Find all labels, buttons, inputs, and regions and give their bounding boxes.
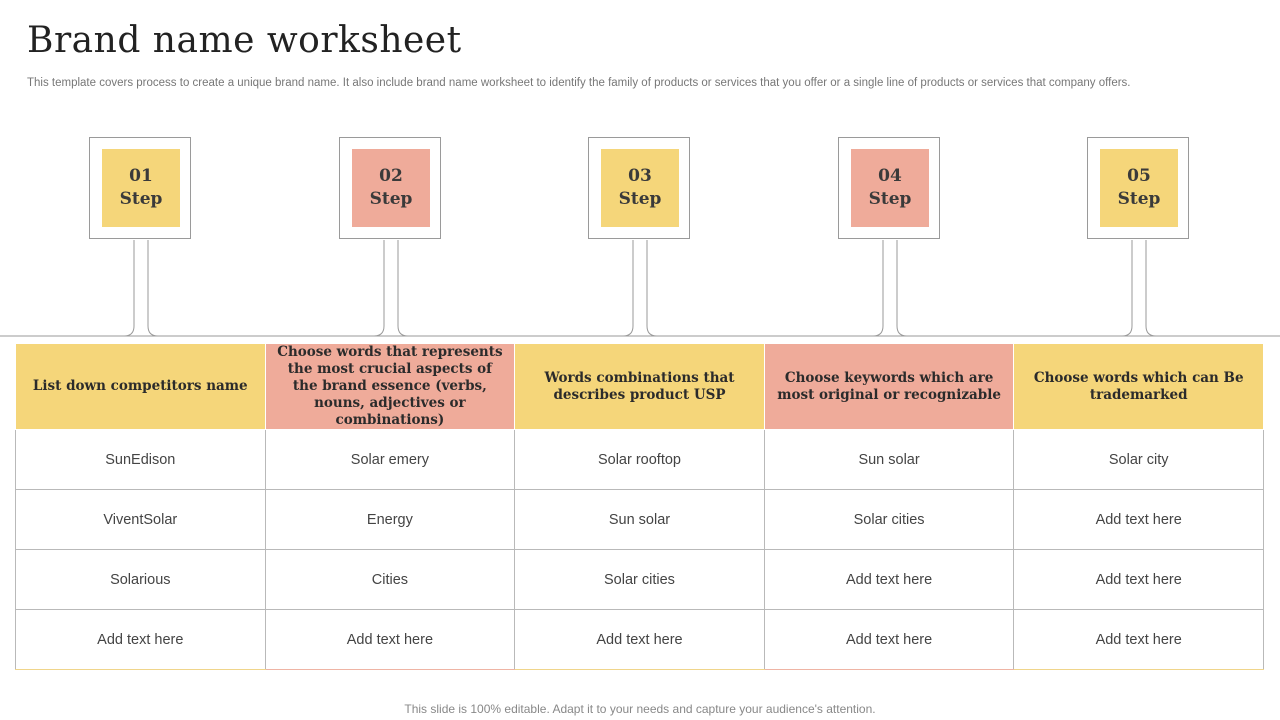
step-badge-4 [851, 149, 929, 227]
column-header-usp-combinations: Words combinations that describes product USP [515, 344, 765, 430]
step-badge-1 [102, 149, 180, 227]
table-cell[interactable]: Energy [265, 490, 515, 550]
connector-2-left [374, 240, 384, 336]
column-header-trademark-words: Choose words which can Be trademarked [1014, 344, 1264, 430]
table-cell[interactable]: Sun solar [764, 430, 1014, 490]
table-cell[interactable]: Solarious [16, 550, 266, 610]
table-row [16, 430, 1264, 490]
table-cell[interactable]: Cities [265, 550, 515, 610]
connector-5-right [1146, 240, 1156, 336]
table-cell[interactable]: SunEdison [16, 430, 266, 490]
table-cell[interactable]: Add text here [1014, 550, 1264, 610]
table-cell[interactable]: Add text here [1014, 610, 1264, 670]
column-header-original-keywords: Choose keywords which are most original or recognizable [764, 344, 1014, 430]
step-label: Step [868, 189, 912, 209]
table-row [16, 490, 1264, 550]
brand-worksheet-table [15, 343, 1264, 670]
step-card-1 [89, 137, 191, 239]
step-number: 02 [379, 166, 403, 186]
page-title: Brand name worksheet [27, 20, 462, 61]
table-cell[interactable]: Add text here [515, 610, 765, 670]
step-number: 05 [1127, 166, 1151, 186]
table-row [16, 610, 1264, 670]
table-cell[interactable]: Solar rooftop [515, 430, 765, 490]
table-header-row [16, 344, 1264, 430]
connector-3-right [647, 240, 657, 336]
page-subtitle: This template covers process to create a unique brand name. It also include brand name worksheet to identify the family of products or services that you offer or a single line of products or services that company offers. [27, 77, 1131, 89]
table-cell[interactable]: Add text here [16, 610, 266, 670]
table-cell[interactable]: Sun solar [515, 490, 765, 550]
step-badge-3 [601, 149, 679, 227]
table-cell[interactable]: Add text here [265, 610, 515, 670]
step-card-4 [838, 137, 940, 239]
connector-2-right [398, 240, 408, 336]
step-number: 01 [129, 166, 153, 186]
table-row [16, 550, 1264, 610]
connector-5-left [1122, 240, 1132, 336]
step-number: 04 [878, 166, 902, 186]
connector-4-right [897, 240, 907, 336]
connector-1-left [124, 240, 134, 336]
connector-3-left [623, 240, 633, 336]
step-label: Step [369, 189, 413, 209]
step-badge-5 [1100, 149, 1178, 227]
connector-1-right [148, 240, 158, 336]
step-label: Step [119, 189, 163, 209]
table-cell[interactable]: Solar city [1014, 430, 1264, 490]
step-card-3 [588, 137, 690, 239]
table-cell[interactable]: Solar cities [515, 550, 765, 610]
column-header-brand-essence: Choose words that represents the most crucial aspects of the brand essence (verbs, nouns, adjectives or combinations) [265, 344, 515, 430]
table-cell[interactable]: ViventSolar [16, 490, 266, 550]
step-card-2 [339, 137, 441, 239]
table-cell[interactable]: Add text here [1014, 490, 1264, 550]
step-card-5 [1087, 137, 1189, 239]
table-cell[interactable]: Add text here [764, 550, 1014, 610]
footer-note: This slide is 100% editable. Adapt it to your needs and capture your audience's attention. [404, 702, 876, 716]
step-label: Step [1117, 189, 1161, 209]
table-cell[interactable]: Solar cities [764, 490, 1014, 550]
column-header-competitors: List down competitors name [16, 344, 266, 430]
step-number: 03 [628, 166, 652, 186]
step-badge-2 [352, 149, 430, 227]
table-cell[interactable]: Solar emery [265, 430, 515, 490]
table-cell[interactable]: Add text here [764, 610, 1014, 670]
step-label: Step [618, 189, 662, 209]
connector-4-left [873, 240, 883, 336]
